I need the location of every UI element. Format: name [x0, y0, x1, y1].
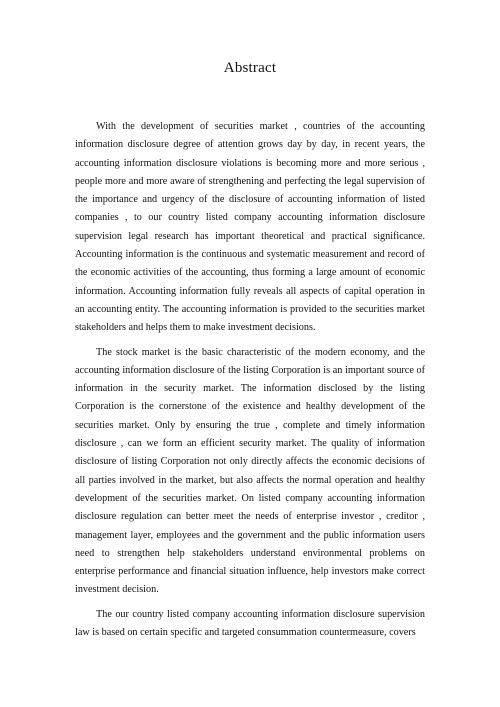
- paragraph-1: With the development of securities market , countries of the accounting information disclosure degree of attention grows day by day, in recent years, the accounting information disclosure violations is becoming more and more serious , people more and more aware of strengthening and perfecting the legal supervision of the importance and urgency of the disclosure of accounting information of listed companies , to our country listed company accounting information disclosure supervision legal research has important theoretical and practical significance. Accounting information is the continuous and systematic measurement and record of the economic activities of the accounting, thus forming a large amount of economic information. Accounting information fully reveals all aspects of capital operation in an accounting entity. The accounting information is provided to the securities market stakeholders and helps them to make investment decisions.: [75, 121, 425, 334]
- page-title: Abstract: [223, 60, 277, 76]
- paragraph-2: The stock market is the basic characteristic of the modern economy, and the accounting information disclosure of the listing Corporation is an important source of information in the security market. The information disclosed by the listing Corporation is the cornerstone of the existence and healthy development of the securities market. Only by ensuring the true , complete and timely information disclosure , can we form an efficient security market. The quality of information disclosure of listing Corporation not only directly affects the economic decisions of all parties involved in the market, but also affects the normal operation and healthy development of the securities market. On listed company accounting information disclosure regulation can better meet the needs of enterprise investor , creditor , management layer, employees and the government and the public information users need to strengthen help stakeholders understand environmental problems on enterprise performance and financial situation influence, help investors make correct investment decision.: [75, 346, 425, 596]
- paragraph-3: The our country listed company accounting information disclosure supervision law is based on certain specific and targeted consummation countermeasure, covers: [75, 608, 425, 639]
- abstract-body: [75, 118, 425, 642]
